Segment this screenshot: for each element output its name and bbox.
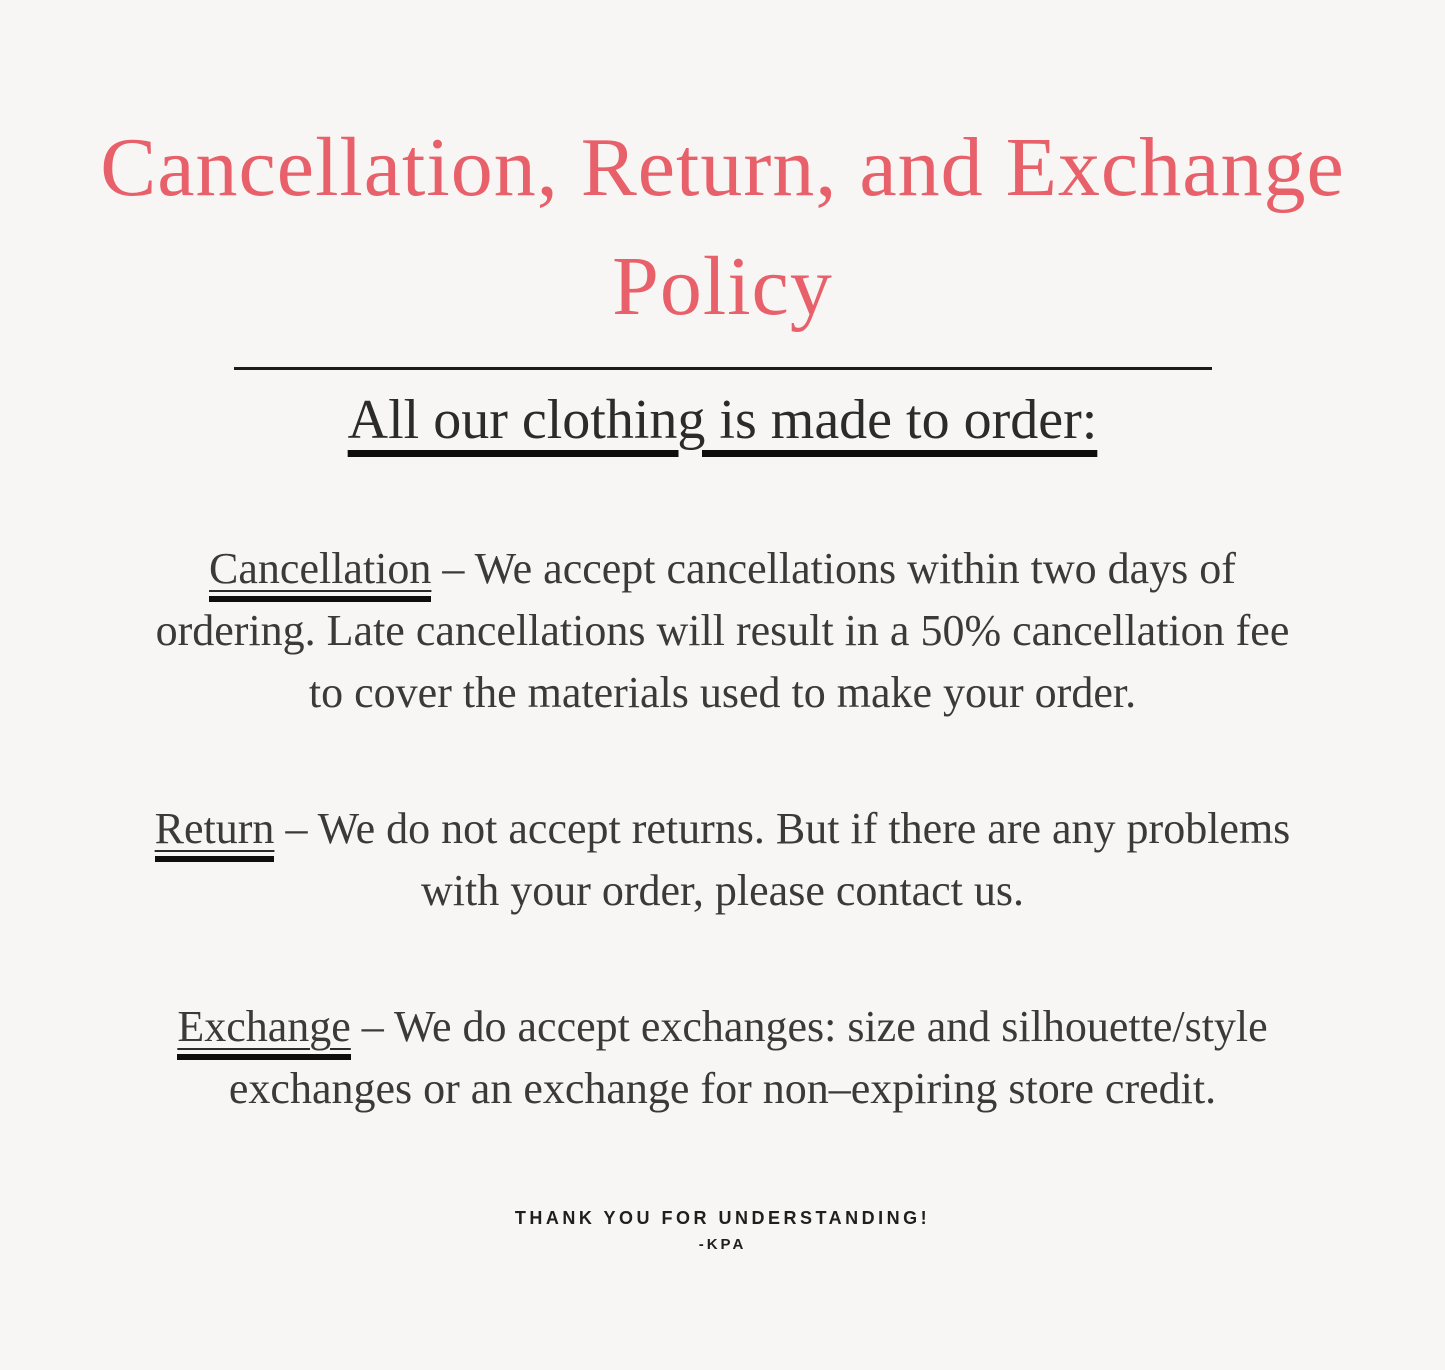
- exchange-text-2: exchanges or an exchange for non–expiring store credit.: [228, 1063, 1217, 1113]
- exchange-heading: Exchange: [177, 1002, 350, 1060]
- title-divider: [234, 367, 1212, 370]
- return-text-1: – We do not accept returns. But if there are any problems: [285, 803, 1291, 853]
- footer-thanks: THANK YOU FOR UNDERSTANDING!: [514, 1207, 931, 1228]
- cancellation-text-1: – We accept cancellations within two days of: [442, 543, 1236, 593]
- page-title-line1: Cancellation, Return, and Exchange: [100, 121, 1345, 214]
- cancellation-text-2: ordering. Late cancellations will result in a 50% cancellation fee: [155, 605, 1290, 655]
- return-heading: Return: [155, 804, 275, 862]
- return-line-1: [0, 798, 1445, 860]
- page-title-line2: Policy: [612, 240, 833, 334]
- footer-signature: -KPA: [698, 1235, 747, 1253]
- policy-section-exchange: [0, 996, 1445, 1120]
- exchange-text-1: – We do accept exchanges: size and silhouette/style: [361, 1001, 1268, 1051]
- policy-section-cancellation: [0, 538, 1445, 724]
- return-text-2: with your order, please contact us.: [420, 865, 1025, 915]
- subtitle-text: All our clothing is made to order:: [347, 388, 1098, 451]
- cancellation-text-3: to cover the materials used to make your order.: [308, 667, 1137, 717]
- cancellation-heading: Cancellation: [209, 544, 431, 602]
- policy-section-return: [0, 798, 1445, 922]
- exchange-line-1: [0, 996, 1445, 1058]
- cancellation-line-1: [0, 538, 1445, 600]
- subtitle-heading: [0, 388, 1445, 452]
- page-title: [0, 0, 1445, 347]
- footer: [0, 1208, 1445, 1253]
